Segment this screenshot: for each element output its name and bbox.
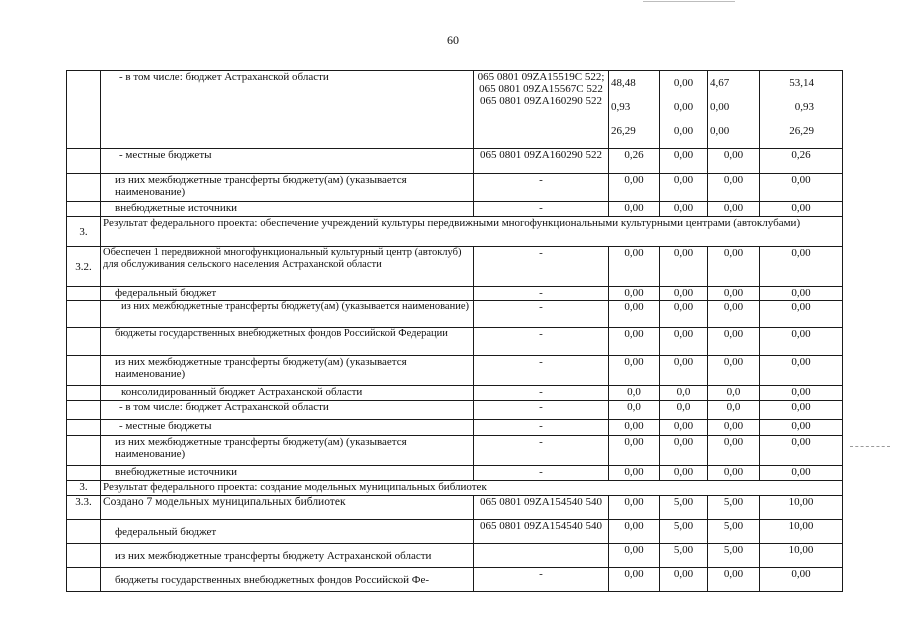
- value: 0,00: [673, 125, 694, 137]
- value-cell: 0,00: [660, 174, 708, 202]
- table-row: [67, 174, 843, 202]
- row-name: федеральный бюджет: [101, 287, 474, 301]
- value-cell: 0,00: [708, 247, 760, 287]
- row-number: [67, 386, 101, 401]
- row-name: внебюджетные источники: [101, 466, 474, 481]
- row-number: [67, 520, 101, 544]
- value: 0,00: [710, 101, 730, 113]
- value-cell: 5,00: [660, 544, 708, 568]
- table-row: [67, 520, 843, 544]
- row-name: внебюджетные источники: [101, 202, 474, 217]
- value-cell: 0,00: [708, 356, 760, 386]
- value-cell: 0,00: [660, 287, 708, 301]
- budget-code: -: [474, 436, 609, 466]
- row-name: Создано 7 модельных муниципальных библиотек: [101, 496, 474, 520]
- table-row: [67, 544, 843, 568]
- value-cell: 0,00: [660, 328, 708, 356]
- value-cell: 10,00: [760, 520, 843, 544]
- value-cell: [760, 71, 843, 149]
- budget-code: 065 0801 09ZA154540 540: [474, 496, 609, 520]
- budget-code: -: [474, 202, 609, 217]
- table-row: [67, 247, 843, 287]
- value-cell: 0,00: [760, 356, 843, 386]
- section-title: Результат федерального проекта: обеспечение учреждений культуры передвижными многофункциональными культурными центрами (автоклубами): [101, 217, 843, 247]
- row-name: бюджеты государственных внебюджетных фондов Российской Фе-: [101, 568, 474, 592]
- value-cell: 5,00: [708, 544, 760, 568]
- section-title: Результат федерального проекта: создание модельных муниципальных библиотек: [101, 481, 843, 496]
- value-cell: 0,00: [609, 496, 660, 520]
- budget-code-line: 065 0801 09ZA160290 522: [480, 95, 602, 107]
- top-rule: [643, 1, 735, 2]
- row-number: [67, 420, 101, 436]
- row-name: из них межбюджетные трансферты бюджету(ам) (указывается наименование): [101, 356, 474, 386]
- value-cell: 0,0: [609, 386, 660, 401]
- value-cell: 0,00: [660, 420, 708, 436]
- value-cell: [609, 71, 660, 149]
- value-cell: [660, 71, 708, 149]
- row-number: [67, 401, 101, 420]
- value: 0,93: [611, 101, 631, 113]
- budget-code: [474, 71, 609, 149]
- value: 0,00: [710, 125, 730, 137]
- row-name: Обеспечен 1 передвижной многофункциональный культурный центр (автоклуб) для обслуживания сельского населения Астраханской области: [101, 247, 474, 287]
- value-cell: 0,00: [708, 420, 760, 436]
- budget-code: -: [474, 401, 609, 420]
- row-number: 3.: [67, 217, 101, 247]
- row-name: из них межбюджетные трансферты бюджету(ам) (указывается наименование): [101, 174, 474, 202]
- value: 0,00: [673, 101, 694, 113]
- value-cell: 0,00: [609, 247, 660, 287]
- row-name: из них межбюджетные трансферты бюджету Астраханской области: [101, 544, 474, 568]
- value-cell: 0,00: [760, 420, 843, 436]
- section-row: [67, 217, 843, 247]
- value-cell: 0,00: [760, 247, 843, 287]
- value-cell: 0,00: [708, 149, 760, 174]
- table-row: [67, 149, 843, 174]
- row-name: консолидированный бюджет Астраханской области: [101, 386, 474, 401]
- budget-code: -: [474, 287, 609, 301]
- table-row: [67, 466, 843, 481]
- value-cell: 0,00: [660, 568, 708, 592]
- table-row: [67, 436, 843, 466]
- value-cell: 0,00: [760, 386, 843, 401]
- value: 4,67: [710, 77, 730, 89]
- value-cell: 0,00: [760, 202, 843, 217]
- row-number: [67, 301, 101, 328]
- value-cell: 0,00: [660, 356, 708, 386]
- row-name: бюджеты государственных внебюджетных фондов Российской Федерации: [101, 328, 474, 356]
- value-cell: 0,00: [609, 420, 660, 436]
- row-name: - в том числе: бюджет Астраханской области: [101, 401, 474, 420]
- value: 53,14: [789, 77, 814, 89]
- value-cell: 0,00: [609, 301, 660, 328]
- budget-code-line: 065 0801 09ZA15567C 522: [479, 83, 603, 95]
- budget-code: 065 0801 09ZA154540 540: [474, 520, 609, 544]
- table-row: [67, 301, 843, 328]
- value-cell: 0,00: [708, 202, 760, 217]
- row-number: [67, 328, 101, 356]
- value-cell: 0,26: [609, 149, 660, 174]
- value-cell: 5,00: [660, 496, 708, 520]
- value-cell: 0,00: [708, 466, 760, 481]
- value-cell: 0,00: [760, 401, 843, 420]
- value-cell: 0,00: [609, 174, 660, 202]
- row-number: [67, 174, 101, 202]
- row-number: 3.3.: [67, 496, 101, 520]
- budget-code: -: [474, 356, 609, 386]
- row-number: 3.: [67, 481, 101, 496]
- row-number: [67, 568, 101, 592]
- value: 0,00: [673, 77, 694, 89]
- budget-code: -: [474, 328, 609, 356]
- budget-code: -: [474, 386, 609, 401]
- row-name: - местные бюджеты: [101, 420, 474, 436]
- table-row: [67, 401, 843, 420]
- value-cell: 0,00: [760, 287, 843, 301]
- value-cell: 0,00: [760, 328, 843, 356]
- table-row: [67, 568, 843, 592]
- table-row: [67, 496, 843, 520]
- budget-code: -: [474, 466, 609, 481]
- table-row: [67, 386, 843, 401]
- value-cell: 0,00: [660, 202, 708, 217]
- value-cell: 0,00: [760, 301, 843, 328]
- table-row: [67, 356, 843, 386]
- table-row: [67, 287, 843, 301]
- row-name: из них межбюджетные трансферты бюджету(ам) (указывается наименование): [101, 301, 474, 328]
- value-cell: 0,00: [660, 149, 708, 174]
- value-cell: 0,00: [708, 174, 760, 202]
- value-cell: 0,00: [708, 568, 760, 592]
- budget-table: [66, 70, 843, 592]
- row-number: [67, 287, 101, 301]
- value-cell: 5,00: [660, 520, 708, 544]
- row-name: - местные бюджеты: [101, 149, 474, 174]
- value-cell: 5,00: [708, 496, 760, 520]
- value-cell: 0,00: [660, 436, 708, 466]
- value-cell: [708, 71, 760, 149]
- row-number: [67, 356, 101, 386]
- value-cell: 0,00: [760, 436, 843, 466]
- row-number: 3.2.: [67, 247, 101, 287]
- value-cell: 0,00: [708, 287, 760, 301]
- value-cell: 0,00: [609, 356, 660, 386]
- value-cell: 0,0: [708, 401, 760, 420]
- value-cell: 0,00: [708, 436, 760, 466]
- budget-code-line: 065 0801 09ZA15519C 522;: [477, 71, 605, 83]
- budget-code: [474, 544, 609, 568]
- value-cell: 0,0: [708, 386, 760, 401]
- value-cell: 0,00: [660, 301, 708, 328]
- row-name: из них межбюджетные трансферты бюджету(ам) (указывается наименование): [101, 436, 474, 466]
- budget-code: -: [474, 568, 609, 592]
- value-cell: 0,00: [760, 466, 843, 481]
- value-cell: 0,00: [760, 568, 843, 592]
- budget-code: -: [474, 247, 609, 287]
- value-cell: 0,00: [609, 328, 660, 356]
- value-cell: 0,00: [609, 436, 660, 466]
- margin-mark: [850, 446, 890, 448]
- row-number: [67, 436, 101, 466]
- value-cell: 0,0: [660, 401, 708, 420]
- value-cell: 0,00: [609, 287, 660, 301]
- budget-code: -: [474, 174, 609, 202]
- row-name: федеральный бюджет: [101, 520, 474, 544]
- value-cell: 0,00: [708, 328, 760, 356]
- table-row: [67, 202, 843, 217]
- value: 0,93: [794, 101, 814, 113]
- value-cell: 0,00: [660, 247, 708, 287]
- table-row: [67, 420, 843, 436]
- budget-code: -: [474, 301, 609, 328]
- row-number: [67, 544, 101, 568]
- value-cell: 10,00: [760, 544, 843, 568]
- row-number: [67, 149, 101, 174]
- value-cell: 0,0: [609, 401, 660, 420]
- value: 26,29: [789, 125, 814, 137]
- value-cell: 0,00: [708, 301, 760, 328]
- value-cell: 5,00: [708, 520, 760, 544]
- table-row: [67, 71, 843, 149]
- value-cell: 0,00: [609, 466, 660, 481]
- row-number: [67, 71, 101, 149]
- value-cell: 0,00: [609, 202, 660, 217]
- value-cell: 10,00: [760, 496, 843, 520]
- page-number: 60: [447, 33, 459, 47]
- row-number: [67, 202, 101, 217]
- value-cell: 0,26: [760, 149, 843, 174]
- row-name: - в том числе: бюджет Астраханской области: [101, 71, 474, 149]
- value: 26,29: [611, 125, 636, 137]
- budget-code: 065 0801 09ZA160290 522: [474, 149, 609, 174]
- table-row: [67, 328, 843, 356]
- value-cell: 0,00: [760, 174, 843, 202]
- row-number: [67, 466, 101, 481]
- value-cell: 0,00: [609, 520, 660, 544]
- value-cell: 0,00: [609, 568, 660, 592]
- budget-code: -: [474, 420, 609, 436]
- section-row: [67, 481, 843, 496]
- value-cell: 0,0: [660, 386, 708, 401]
- value-cell: 0,00: [609, 544, 660, 568]
- value: 48,48: [611, 77, 636, 89]
- value-cell: 0,00: [660, 466, 708, 481]
